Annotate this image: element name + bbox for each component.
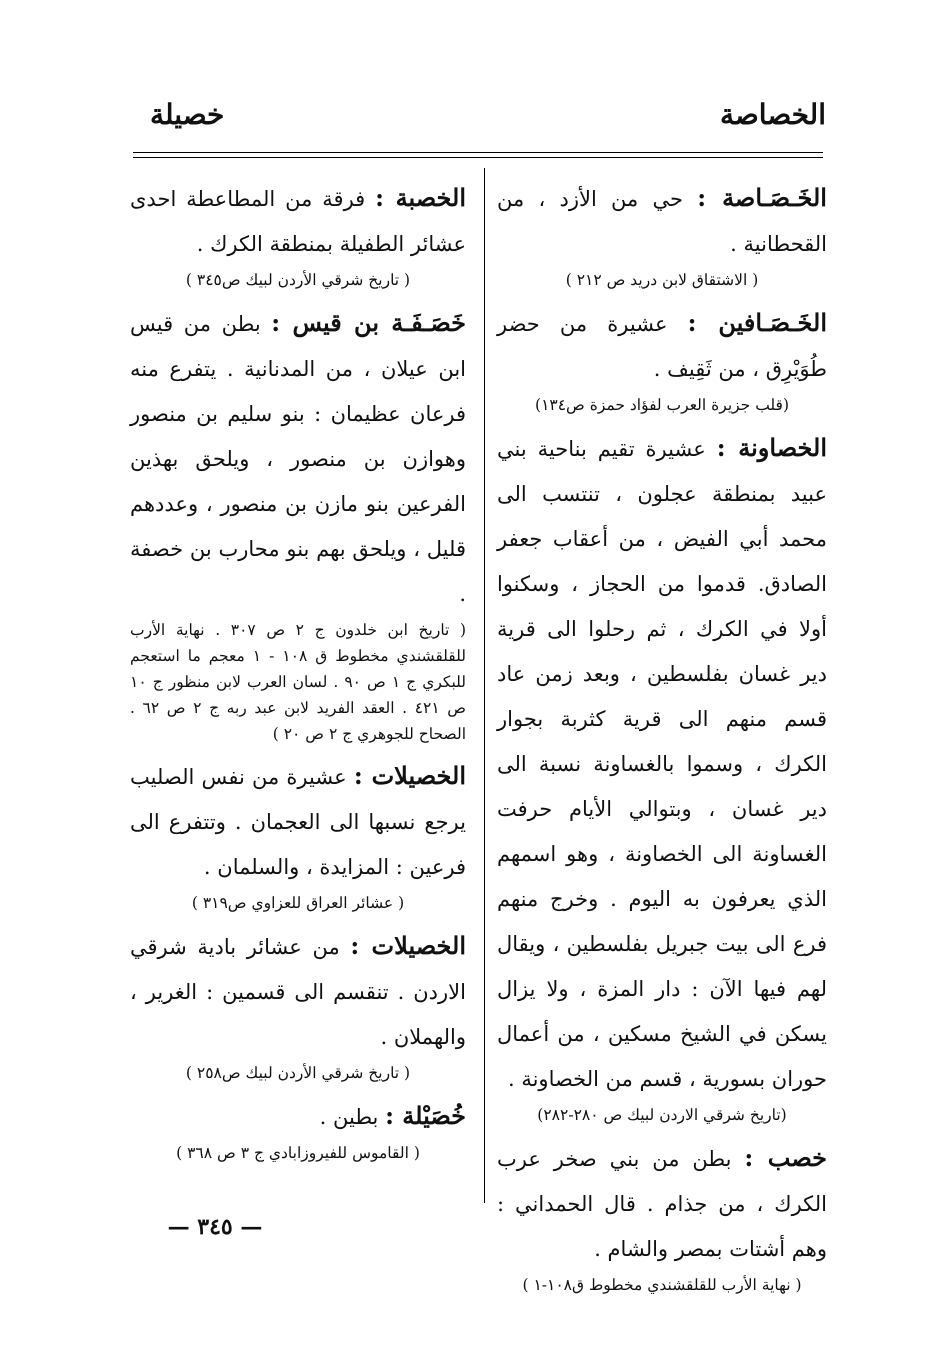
entry-body: عشيرة تقيم بناحية بني عبيد بمنطقة عجلون ، تنتسب الى محمد أبي الفيض ، من أعقاب جعفر الصادق. قدموا من الحجاز ، وسكنوا أولا في الكرك ، ثم رحلوا الى قرية دير غسان بفلسطين ، وبعد زمن عاد قسم منهم الى قرية كثربة بجوار الكرك ، وسموا بالغساونة نسبة الى دير غسان ، وبتوالي الأيام حرفت الغساونة الى الخصاونة ، وهو اسمهم الذي يعرفون به اليوم . وخرج منهم فرع الى بيت جبريل بفلسطين ، ويقال لهم فيها الآن : دار المزة ، ولا يزال يسكن في الشيخ مسكين ، من أعمال حوران بسورية ، قسم من الخصاونة . (497, 437, 827, 1091)
running-header-left: خصيلة (150, 98, 225, 131)
entry-headword: خَصَـفَـة بن قيس : (271, 308, 467, 337)
entry-text (497, 425, 827, 1102)
running-header-right: الخصاصة (720, 98, 826, 131)
header-rule-top (133, 152, 823, 153)
entry-body: بطين . (319, 1105, 379, 1129)
entry-source: ( نهاية الأرب للقلقشندي مخطوط ق١٠٨-١ ) (522, 1276, 802, 1294)
entry-source: (قلب جزيرة العرب لفؤاد حمزة ص١٣٤) (535, 396, 789, 414)
entry-headword: الخَـصَـاصة : (697, 183, 827, 212)
entry (497, 425, 827, 1129)
left-column (130, 175, 466, 1173)
entry-body: فرقة من المطاعطة احدى عشائر الطفيلة بمنطقة الكرك . (130, 187, 466, 256)
entry-headword: الخصاونة : (716, 433, 827, 462)
entry (130, 923, 466, 1087)
entry-text (497, 1135, 827, 1272)
entry-text (130, 175, 466, 267)
entry-text (497, 175, 827, 267)
entry-source: ( تاريخ ابن خلدون ج ٢ ص ٣٠٧ . نهاية الأرب للقلقشندي مخطوط ق ١٠٨ - ١ معجم ما استعجم للبكري ج ١ ص ٩٠ . لسان العرب لابن منظور ج ١٠ ص ٤٢١ . العقد الفريد لابن عبد ربه ج ٢ ص ٦٢ . الصحاح للجوهري ج ٢ ص ٢٠ ) (130, 621, 467, 743)
entry-body: بطن من قيس ابن عيلان ، من المدنانية . يتفرع منه فرعان عظيمان : بنو سليم بن منصور وهوازن بن منصور ، ويلحق بهذين الفرعين بنو مازن بن منصور ، وعددهم قليل ، ويلحق بهم بنو محارب بن خصفة . (130, 312, 466, 606)
entry (130, 300, 466, 747)
entry-body: حي من الأزد ، من القحطانية . (497, 187, 827, 256)
entry-text (130, 753, 466, 890)
column-divider (484, 168, 485, 1203)
entry-source: ( تاريخ شرقي الأردن لبيك ص٢٥٨ ) (185, 1064, 411, 1082)
header-rule-bottom (133, 157, 823, 158)
entry-text (130, 923, 466, 1060)
entry-text (497, 300, 827, 392)
entry (130, 753, 466, 917)
entry-headword: خُصَيْلة : (385, 1101, 466, 1130)
entry-source: ( الاشتقاق لابن دريد ص ٢١٢ ) (565, 271, 759, 289)
entry-source: ( عشائر العراق للعزاوي ص٣١٩ ) (191, 894, 405, 912)
entry-source: ( تاريخ شرقي الأردن لبيك ص٣٤٥ ) (185, 271, 411, 289)
entry-source: ( القاموس للفيروزابادي ج ٣ ص ٣٦٨ ) (176, 1144, 420, 1162)
entry (130, 1093, 466, 1167)
entry (497, 300, 827, 419)
entry-headword: الخصبة : (375, 183, 466, 212)
entry-body: بطن من بني صخر عرب الكرك ، من جذام . قال الحمداني : وهم أشتات بمصر والشام . (497, 1147, 827, 1261)
entry-headword: الخصيلات : (350, 931, 466, 960)
entry-text (130, 300, 466, 617)
entry-body: من عشائر بادية شرقي الاردن . تنقسم الى قسمين : الغرير ، والهملان . (130, 935, 466, 1049)
entry-body: عشيرة من نفس الصليب يرجع نسبها الى العجمان . وتتفرع الى فرعين : المزايدة ، والسلمان . (130, 765, 466, 879)
entry-body: عشيرة من حضر طُوَيْرِق ، من ثَقِيف . (497, 312, 827, 381)
page-number: — ٣٤٥ — (167, 1214, 263, 1240)
right-column (497, 175, 827, 1305)
entry (497, 175, 827, 294)
entry (130, 175, 466, 294)
entry-headword: خصب : (744, 1143, 827, 1172)
entry-headword: الخَـصَـافين : (687, 308, 827, 337)
entry-text (130, 1093, 466, 1140)
entry-source: (تاريخ شرقي الاردن لبيك ص ٢٨٠-٢٨٢) (537, 1106, 787, 1124)
entry-headword: الخصيلات : (353, 761, 467, 790)
entry (497, 1135, 827, 1299)
